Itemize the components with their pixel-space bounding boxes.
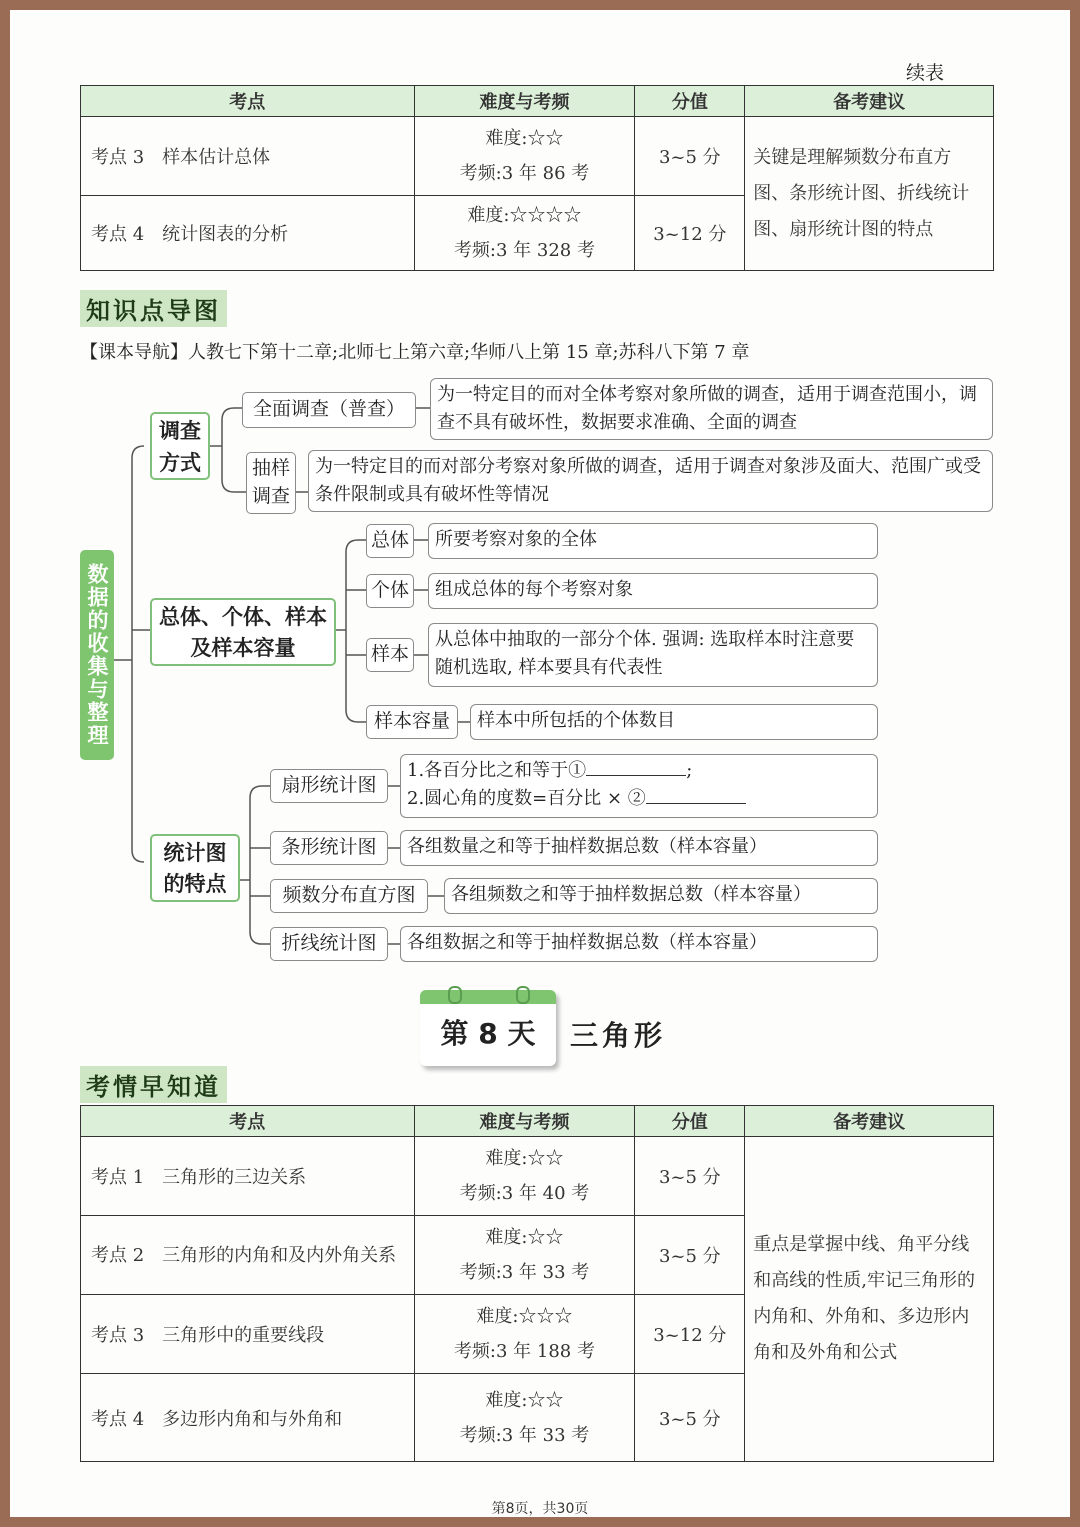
label-line-chart: 折线统计图 — [270, 927, 388, 961]
table-row — [81, 1137, 994, 1216]
calendar-top — [420, 990, 556, 1004]
difficulty-text: 难度:☆☆☆☆ — [467, 205, 582, 226]
desc-sample-size: 样本中所包括的个体数目 — [470, 704, 878, 740]
label-bar-chart: 条形统计图 — [270, 831, 388, 865]
blank-1 — [586, 775, 686, 776]
difficulty-cell — [414, 1216, 635, 1295]
exam-overview-title: 考情早知道 — [80, 1066, 227, 1103]
advice-cell: 重点是掌握中线、角平分线和高线的性质,牢记三角形的内角和、外角和、多边形内角和及外角和公式 — [745, 1137, 994, 1462]
header-score: 分值 — [635, 1106, 745, 1137]
pie-rule-2 — [407, 785, 871, 813]
header-difficulty: 难度与考频 — [414, 1106, 635, 1137]
branch-charts: 统计图的特点 — [150, 834, 240, 902]
score-cell: 3~5 分 — [635, 117, 745, 196]
pie-rule-2-text: 2.圆心角的度数=百分比 × ② — [407, 788, 646, 809]
table-header-row — [81, 1106, 994, 1137]
label-full-survey: 全面调查（普查） — [242, 392, 416, 428]
header-advice: 备考建议 — [745, 1106, 994, 1137]
score-cell: 3~12 分 — [635, 1295, 745, 1374]
frequency-text: 考频:3 年 40 考 — [459, 1183, 590, 1204]
frequency-text: 考频:3 年 188 考 — [453, 1341, 595, 1362]
frequency-text: 考频:3 年 86 考 — [459, 163, 590, 184]
difficulty-text: 难度:☆☆☆ — [476, 1306, 573, 1327]
page — [10, 10, 1070, 1517]
label-histogram: 频数分布直方图 — [270, 879, 428, 913]
label-sample-size: 样本容量 — [366, 705, 458, 739]
score-cell: 3~5 分 — [635, 1374, 745, 1462]
frequency-text: 考频:3 年 33 考 — [459, 1424, 590, 1446]
label-sample: 样本 — [366, 638, 414, 672]
chapter-title: 三角形 — [570, 1019, 667, 1052]
header-point: 考点 — [81, 86, 415, 117]
difficulty-cell — [414, 1295, 635, 1374]
frequency-text: 考频:3 年 328 考 — [453, 240, 595, 261]
point-cell: 考点 3 样本估计总体 — [81, 117, 415, 196]
continued-label: 续表 — [906, 62, 945, 84]
calendar-ring-icon — [516, 986, 530, 1004]
difficulty-text: 难度:☆☆ — [485, 1227, 564, 1248]
difficulty-cell — [414, 1137, 635, 1216]
blank-2 — [646, 803, 746, 804]
day-number: 第 8 天 — [440, 1017, 536, 1050]
desc-full-survey: 为一特定目的而对全体考察对象所做的调查，适用于调查范围小，调查不具有破坏性，数据要求准确、全面的调查 — [430, 378, 993, 440]
advice-cell: 关键是理解频数分布直方图、条形统计图、折线统计图、扇形统计图的特点 — [745, 117, 994, 271]
mindmap-root: 数据的收集与整理 — [80, 550, 114, 760]
branch-population: 总体、个体、样本及样本容量 — [150, 598, 336, 666]
label-sample-survey: 抽样调查 — [246, 452, 296, 514]
label-individual: 个体 — [366, 574, 414, 608]
header-score: 分值 — [635, 86, 745, 117]
point-cell: 考点 1 三角形的三边关系 — [81, 1137, 415, 1216]
score-cell: 3~5 分 — [635, 1216, 745, 1295]
frequency-text: 考频:3 年 33 考 — [459, 1262, 590, 1283]
header-advice: 备考建议 — [745, 86, 994, 117]
desc-line-chart: 各组数据之和等于抽样数据总数（样本容量） — [400, 926, 878, 962]
desc-sample: 从总体中抽取的一部分个体. 强调: 选取样本时注意要随机选取, 样本要具有代表性 — [428, 623, 878, 687]
point-cell: 考点 3 三角形中的重要线段 — [81, 1295, 415, 1374]
point-cell: 考点 2 三角形的内角和及内外角关系 — [81, 1216, 415, 1295]
point-cell: 考点 4 多边形内角和与外角和 — [81, 1374, 415, 1462]
day-badge — [420, 990, 556, 1066]
header-difficulty: 难度与考频 — [414, 86, 635, 117]
exam-table-triangle — [80, 1105, 994, 1462]
branch-survey: 调查方式 — [150, 412, 210, 480]
page-footer: 第8页，共30页 — [491, 1501, 589, 1517]
difficulty-text: 难度:☆☆ — [485, 1148, 564, 1169]
score-cell: 3~12 分 — [635, 196, 745, 271]
desc-sample-survey: 为一特定目的而对部分考察对象所做的调查，适用于调查对象涉及面大、范围广或受条件限制或具有破坏性等情况 — [308, 450, 993, 512]
difficulty-cell — [414, 1374, 635, 1462]
label-pie-chart: 扇形统计图 — [270, 769, 388, 803]
desc-individual: 组成总体的每个考察对象 — [428, 573, 878, 609]
textbook-nav: 【课本导航】人教七下第十二章;北师七上第六章;华师八上第 15 章;苏科八下第 7 章 — [80, 342, 750, 363]
desc-population: 所要考察对象的全体 — [428, 523, 878, 559]
score-cell: 3~5 分 — [635, 1137, 745, 1216]
pie-rule-1-end: ; — [686, 760, 693, 781]
desc-pie-chart — [400, 754, 878, 818]
desc-bar-chart: 各组数量之和等于抽样数据总数（样本容量） — [400, 830, 878, 866]
calendar-ring-icon — [448, 986, 462, 1004]
header-point: 考点 — [81, 1106, 415, 1137]
pie-rule-1 — [407, 757, 871, 785]
desc-histogram: 各组频数之和等于抽样数据总数（样本容量） — [444, 878, 878, 914]
difficulty-text: 难度:☆☆ — [485, 1389, 564, 1411]
label-population: 总体 — [366, 524, 414, 558]
difficulty-text: 难度:☆☆ — [485, 128, 564, 149]
knowledge-map-title: 知识点导图 — [80, 290, 227, 327]
pie-rule-1-text: 1.各百分比之和等于① — [407, 760, 587, 781]
point-cell: 考点 4 统计图表的分析 — [81, 196, 415, 271]
